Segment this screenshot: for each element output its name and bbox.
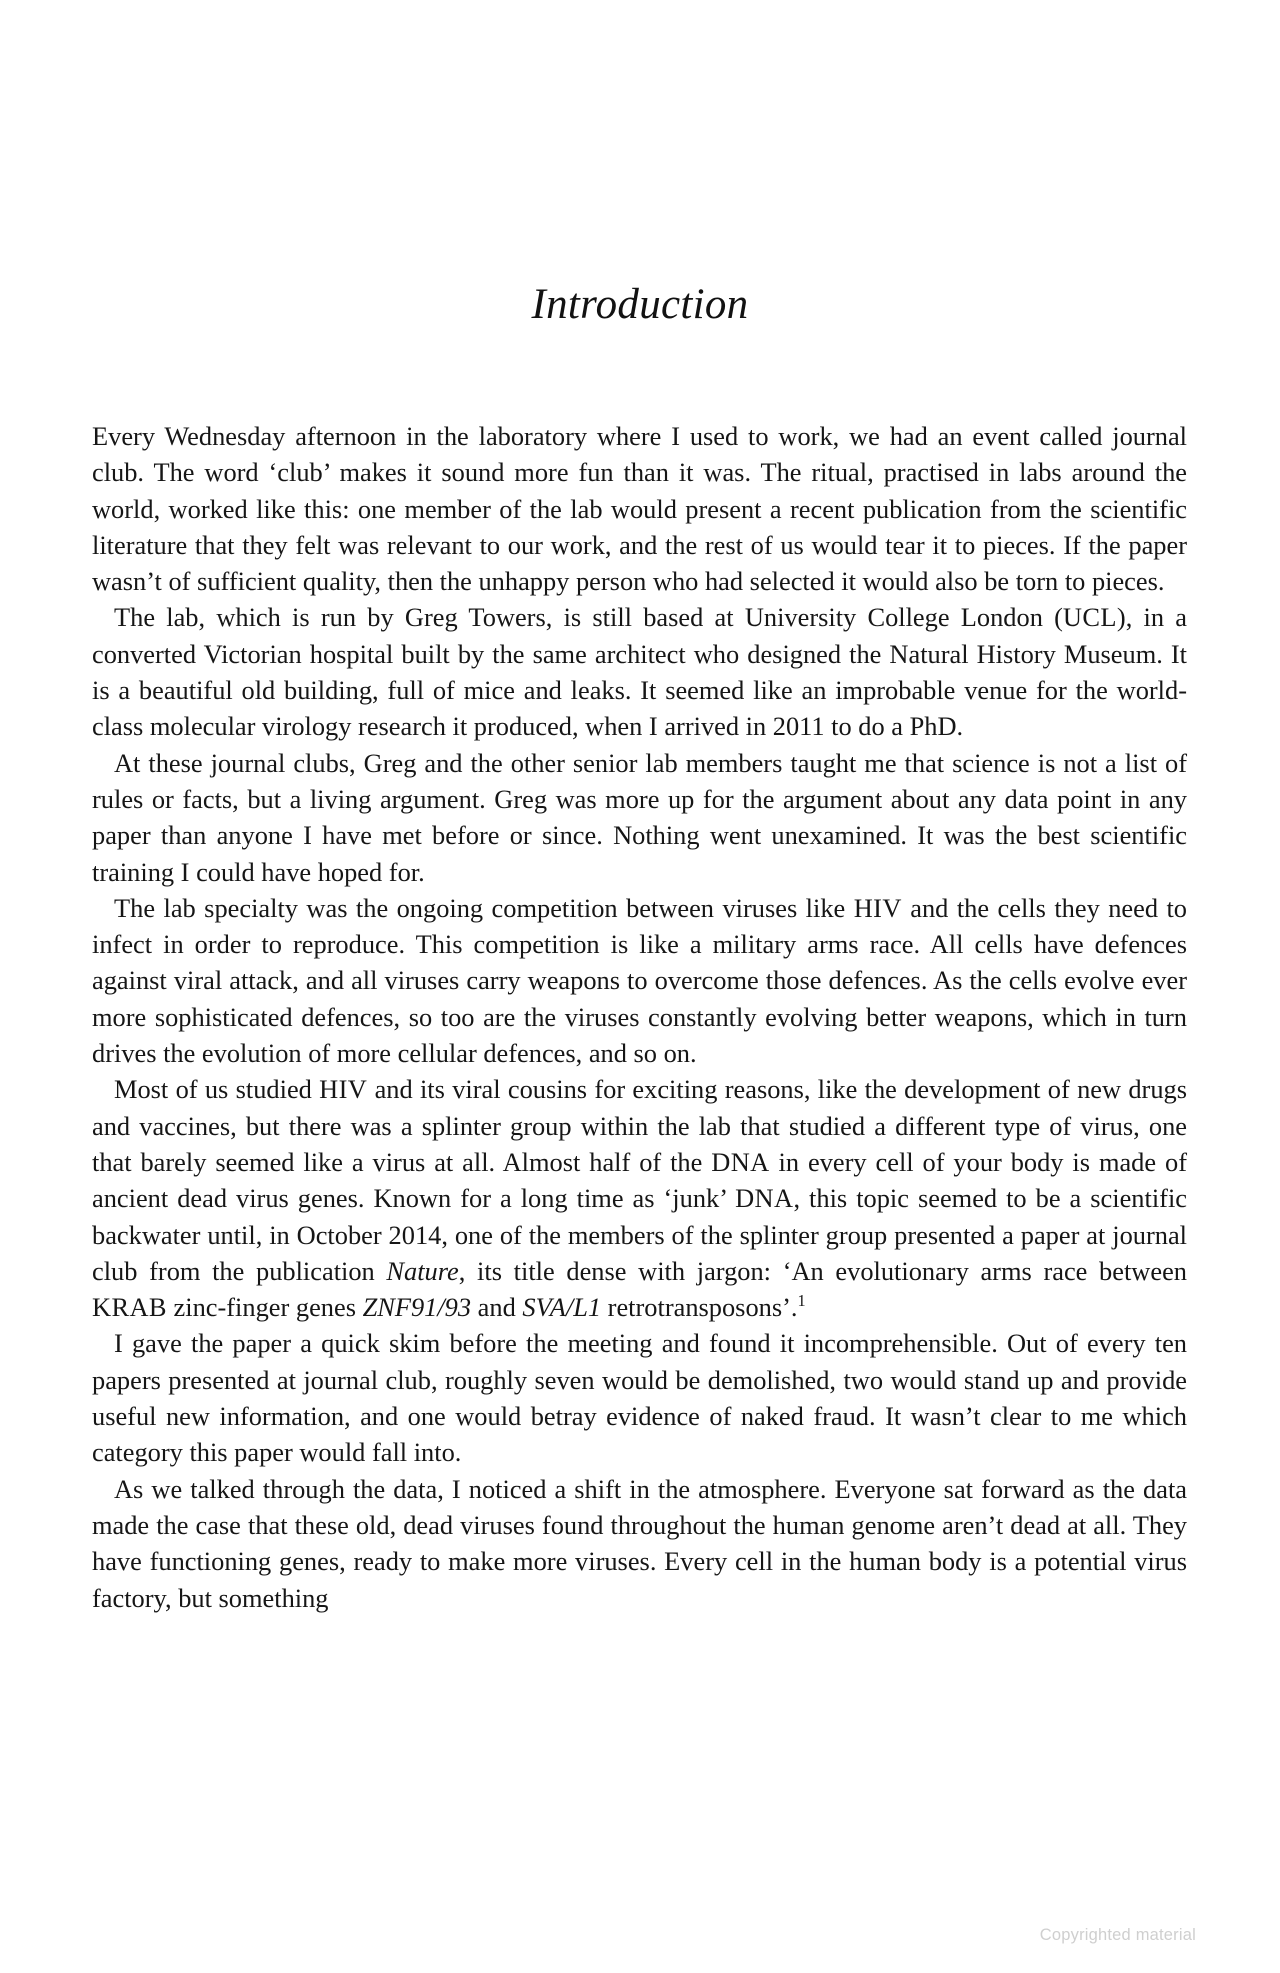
abbr-dna: DNA <box>735 1183 794 1214</box>
paragraph-5-part-a: Most of us studied <box>114 1074 320 1105</box>
paragraph-5-part-e: , its title dense with jargon: ‘An evolutionary arms race between <box>458 1255 1187 1286</box>
paragraph-5-part-d: , this topic seemed to be a scientific backwater until, in October 2014, one of the members of the splinter group presented a paper at journal club from the publication <box>92 1183 1187 1286</box>
body-text-block <box>92 418 1187 1616</box>
paragraph-4-part-b: and the cells they need to infect in order to reproduce. This competition is like a military arms race. All cells have defences against viral attack, and all viruses carry weapons to overcome those defences. As the cells evolve ever more sophisticated defences, so too are the viruses constantly evolving better weapons, which in turn drives the evolution of more cellular defences, and so on. <box>92 892 1188 1069</box>
footnote-marker-1: 1 <box>797 1291 806 1311</box>
paragraph-1: Every Wednesday afternoon in the laboratory where I used to work, we had an event called journal club. The word ‘club’ makes it sound more fun than it was. The ritual, practised in labs around the world, worked like this: one member of the lab would present a recent publication from the scientific literature that they felt was relevant to our work, and the rest of us would tear it to pieces. If the paper wasn’t of sufficient quality, then the unhappy person who had selected it would also be torn to pieces. <box>92 421 1187 597</box>
gene-name-znf: ZNF91/93 <box>362 1292 472 1323</box>
paragraph-5 <box>92 1071 1187 1325</box>
paragraph-2-part-a: The lab, which is run by Greg Towers, is still based at University College London ( <box>114 602 1063 633</box>
abbr-ucl: UCL <box>1062 602 1117 633</box>
paragraph-5-part-g: and <box>471 1292 523 1323</box>
gene-name-sva-l1: SVA/L1 <box>522 1292 602 1323</box>
paragraph-7: As we talked through the data, I noticed a shift in the atmosphere. Everyone sat forward as the data made the case that these old, dead viruses found throughout the human genome aren’t dead at all. They have functioning genes, ready to make more viruses. Every cell in the human body is a potential virus factory, but something <box>92 1473 1187 1613</box>
paragraph-4 <box>92 890 1187 1071</box>
paragraph-5-part-f: zinc-finger genes <box>166 1292 363 1323</box>
paragraph-6: I gave the paper a quick skim before the meeting and found it incomprehensible. Out of every ten papers presented at journal club, roughly seven would be demolished, two would stand up and provide useful new information, and one would betray evidence of naked fraud. It wasn’t clear to me which category this paper would fall into. <box>92 1328 1187 1468</box>
abbr-dna: DNA <box>711 1146 770 1177</box>
paragraph-5-part-h: retrotransposons’. <box>601 1292 798 1323</box>
paragraph-2 <box>92 599 1187 744</box>
paragraph-5-part-b: and its viral cousins for exciting reasons, like the development of new drugs and vaccines, but there was a splinter group within the lab that studied a different type of virus, one that barely seemed like a virus at all. Almost half of the <box>92 1074 1187 1177</box>
page-title: Introduction <box>531 280 749 328</box>
abbr-krab: KRAB <box>92 1292 167 1323</box>
copyright-notice: Copyrighted material <box>1039 1926 1196 1944</box>
paragraph-4-part-a: The lab specialty was the ongoing competition between viruses like <box>114 892 854 923</box>
journal-name-nature: Nature <box>386 1255 459 1286</box>
paragraph-3: At these journal clubs, Greg and the other senior lab members taught me that science is not a list of rules or facts, but a living argument. Greg was more up for the argument about any data point in any paper than anyone I have met before or since. Nothing went unexamined. It was the best scientific training I could have hoped for. <box>92 747 1187 887</box>
paragraph-2-part-b: ), in a converted Victorian hospital built by the same architect who designed the Natural History Museum. It is a beautiful old building, full of mice and leaks. It seemed like an improbable venue for the world-class molecular virology research it produced, when I arrived in 2011 to do a PhD. <box>92 602 1187 742</box>
abbr-hiv: HIV <box>853 892 902 923</box>
abbr-hiv: HIV <box>319 1074 368 1105</box>
paragraph-5-part-c: in every cell of your body is made of ancient dead virus genes. Known for a long time as ‘junk’ <box>92 1146 1187 1214</box>
